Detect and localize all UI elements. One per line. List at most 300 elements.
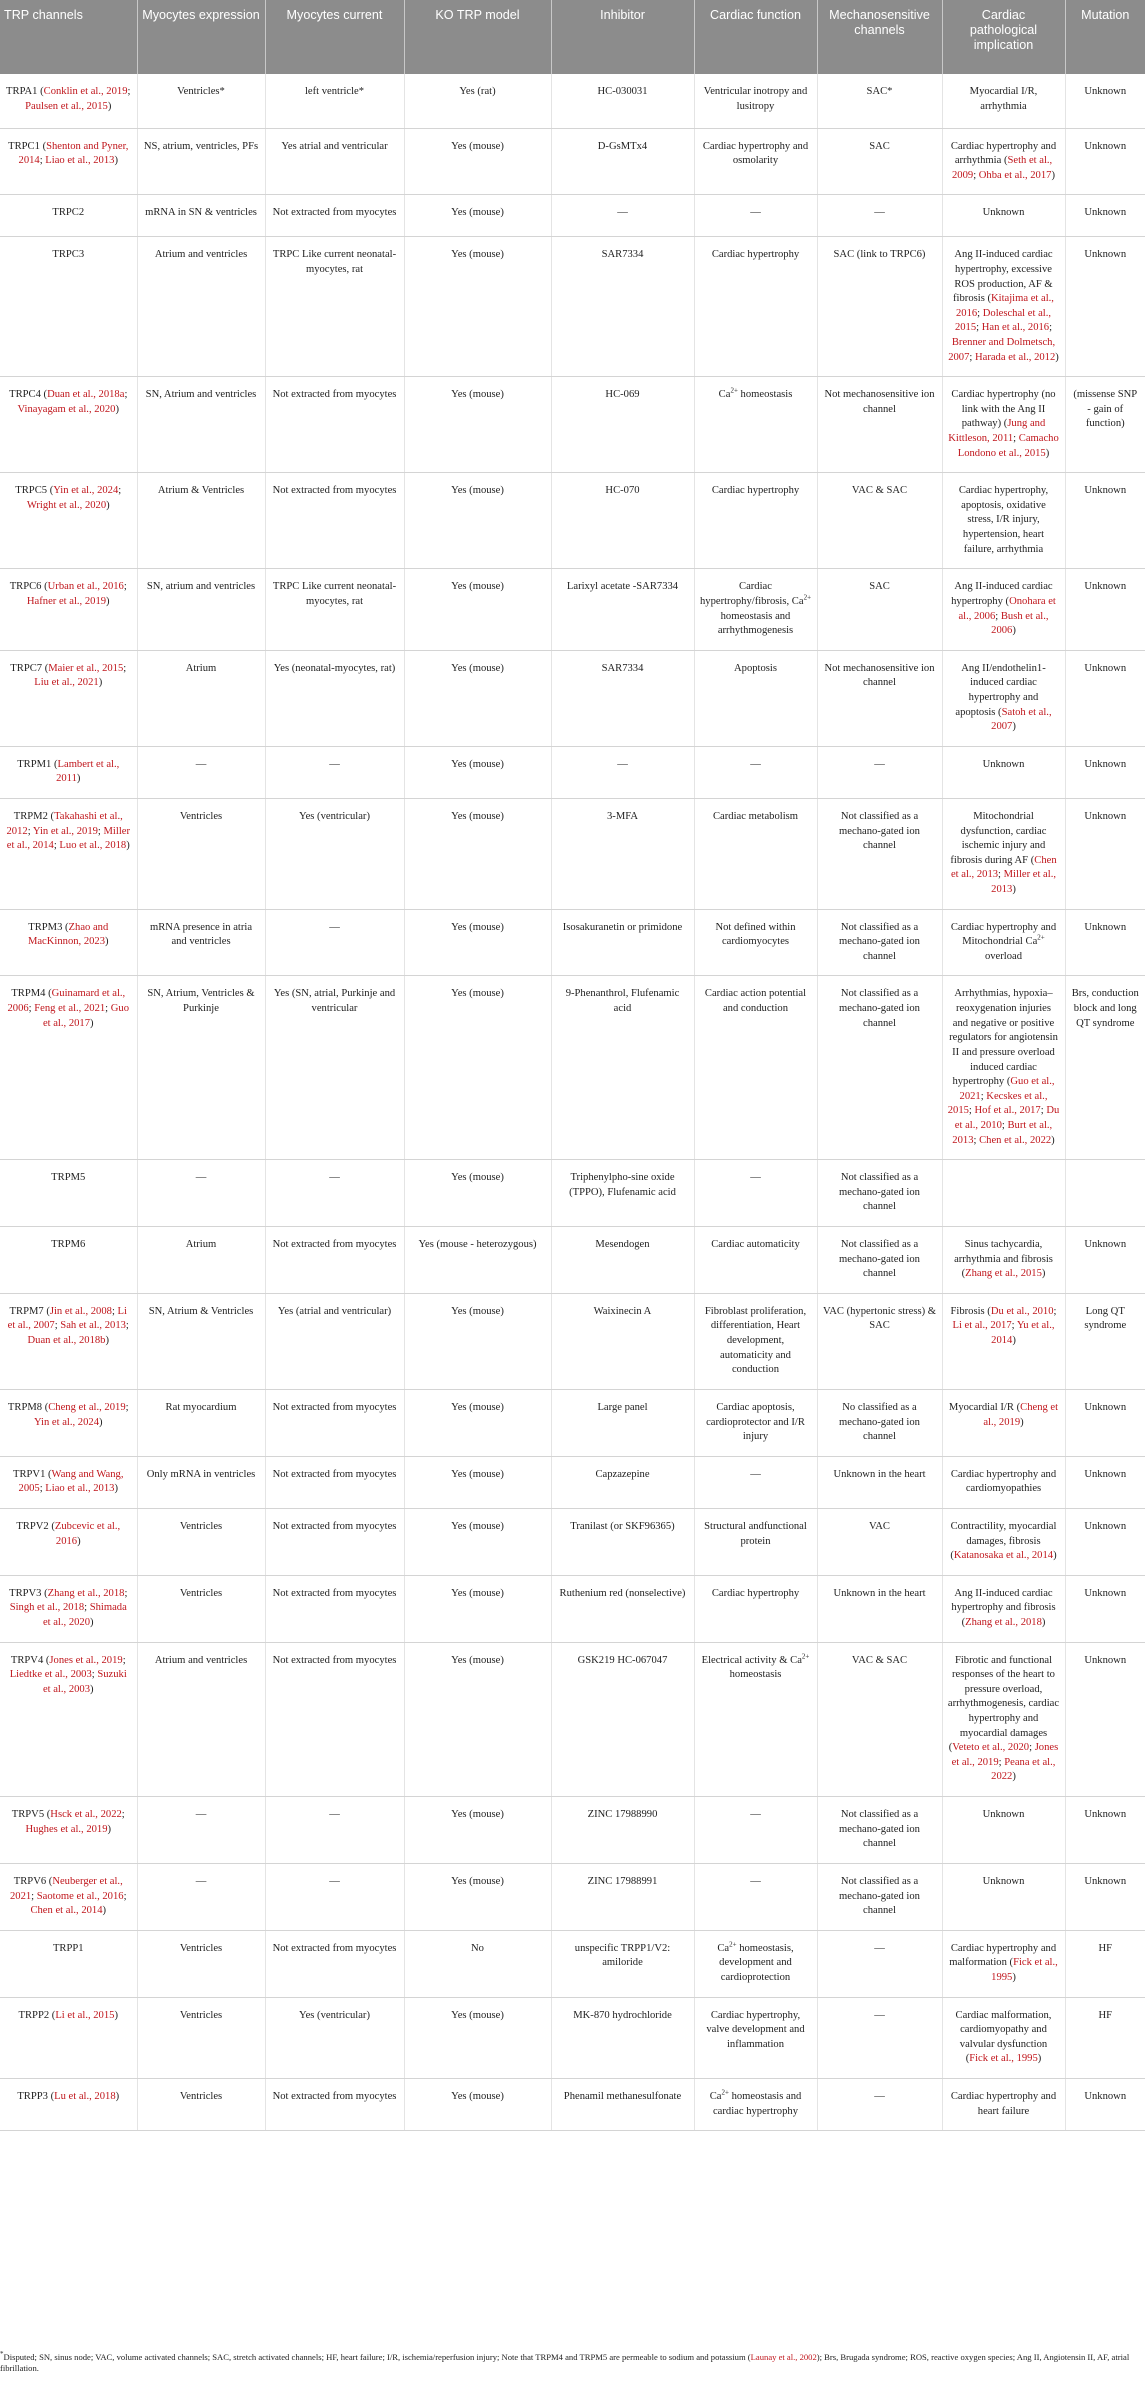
reference-link[interactable]: Seth et al., 2009 <box>952 155 1053 181</box>
cell-cardiac-function: Cardiac hypertrophy, valve development and inflammation <box>694 1997 817 2078</box>
cell-cardiac-function: Cardiac metabolism <box>694 799 817 910</box>
reference-link[interactable]: Conklin et al., 2019 <box>43 86 128 97</box>
cell-cardiac-function: $Ca^{2+}$ homeostasis, development and cardioprotection <box>694 1930 817 1997</box>
cell-inhibitor: HC-070 <box>551 473 694 569</box>
cell-myocytes-current: Not extracted from myocytes <box>265 195 404 237</box>
cell-ko-trp-model: Yes (mouse) <box>404 569 551 650</box>
table-row <box>0 1997 1145 2078</box>
cell-mechanosensitive-channels: Not classified as a mechano-gated ion channel <box>817 909 942 976</box>
cell-trp-channel: TRPC3 <box>0 237 137 377</box>
header-trp-channels: TRP channels <box>0 0 137 74</box>
table-row <box>0 650 1145 746</box>
cell-myocytes-current: Not extracted from myocytes <box>265 2079 404 2131</box>
cell-inhibitor: GSK219 HC-067047 <box>551 1642 694 1796</box>
cell-mechanosensitive-channels: SAC (link to TRPC6) <box>817 237 942 377</box>
reference-link[interactable]: Li et al., 2007 <box>7 1305 127 1332</box>
header-myocytes-expression: Myocytes expression <box>137 0 265 74</box>
cell-mechanosensitive-channels: VAC (hypertonic stress) & SAC <box>817 1293 942 1389</box>
cell-mechanosensitive-channels: Not classified as a mechano-gated ion channel <box>817 1160 942 1227</box>
cell-cardiac-pathological-implication: Myocardial I/R (Cheng et al., 2019) <box>942 1389 1065 1456</box>
reference-link[interactable]: Liao et al., 2013 <box>45 155 115 167</box>
reference-link[interactable]: Vinayagam et al., 2020 <box>17 403 116 415</box>
cell-cardiac-function: Cardiac automaticity <box>694 1227 817 1294</box>
cell-cardiac-function: Structural andfunctional protein <box>694 1508 817 1575</box>
cell-myocytes-current: Yes (SN, atrial, Purkinje and ventricular <box>265 976 404 1160</box>
table-row <box>0 1389 1145 1456</box>
cell-myocytes-expression: Ventricles <box>137 2079 265 2131</box>
reference-link[interactable]: Cheng et al., 2019 <box>48 1401 126 1413</box>
cell-inhibitor: ZINC 17988991 <box>551 1863 694 1930</box>
cell-mutation: Brs, conduction block and long QT syndrome <box>1065 976 1145 1160</box>
reference-link[interactable]: Bush et al., 2006 <box>991 610 1049 637</box>
cell-trp-channel: TRPV3 (Zhang et al., 2018; Singh et al., 2018; Shimada et al., 2020) <box>0 1575 137 1642</box>
table-row <box>0 1293 1145 1389</box>
cell-myocytes-expression: NS, atrium, ventricles, PFs <box>137 128 265 195</box>
cell-myocytes-current: TRPC Like current neonatal-myocytes, rat <box>265 237 404 377</box>
cell-cardiac-function: — <box>694 1797 817 1864</box>
cell-trp-channel: TRPA1 (Conklin et al., 2019; Paulsen et al., 2015) <box>0 74 137 128</box>
cell-myocytes-expression: Only mRNA in ventricles <box>137 1456 265 1508</box>
cell-myocytes-expression: mRNA presence in atria and ventricles <box>137 909 265 976</box>
reference-link[interactable]: Burt et al., 2013 <box>952 1119 1053 1146</box>
reference-link[interactable]: Ohba et al., 2017 <box>978 169 1052 181</box>
reference-link[interactable]: Harada et al., 2012 <box>974 351 1056 363</box>
cell-mutation: Unknown <box>1065 1797 1145 1864</box>
cell-cardiac-pathological-implication: Myocardial I/R, arrhythmia <box>942 74 1065 128</box>
cell-cardiac-pathological-implication: Sinus tachycardia, arrhythmia and fibrosis (Zhang et al., 2015) <box>942 1227 1065 1294</box>
cell-trp-channel: TRPM2 (Takahashi et al., 2012; Yin et al., 2019; Miller et al., 2014; Luo et al., 2018) <box>0 799 137 910</box>
reference-link[interactable]: Jones et al., 2019 <box>49 1654 123 1666</box>
cell-ko-trp-model: Yes (mouse) <box>404 1575 551 1642</box>
reference-link[interactable]: Liu et al., 2021 <box>34 677 99 689</box>
cell-cardiac-function: Cardiac hypertrophy and osmolarity <box>694 128 817 195</box>
cell-myocytes-current: Not extracted from myocytes <box>265 1642 404 1796</box>
reference-link[interactable]: Liao et al., 2013 <box>45 1483 115 1495</box>
cell-inhibitor: Larixyl acetate -SAR7334 <box>551 569 694 650</box>
cell-ko-trp-model: Yes (mouse) <box>404 128 551 195</box>
cell-myocytes-current: Yes (neonatal-myocytes, rat) <box>265 650 404 746</box>
table-row <box>0 74 1145 128</box>
cell-myocytes-current: Not extracted from myocytes <box>265 377 404 473</box>
cell-cardiac-function: Ventricular inotropy and lusitropy <box>694 74 817 128</box>
cell-ko-trp-model: Yes (mouse) <box>404 1642 551 1796</box>
cell-inhibitor: SAR7334 <box>551 237 694 377</box>
cell-mechanosensitive-channels: VAC & SAC <box>817 473 942 569</box>
cell-myocytes-current: — <box>265 1160 404 1227</box>
superscript: 2+ <box>729 1940 737 1949</box>
cell-ko-trp-model: Yes (mouse) <box>404 1160 551 1227</box>
cell-cardiac-pathological-implication: Ang II/endothelin1-induced cardiac hypertrophy and apoptosis (Satoh et al., 2007) <box>942 650 1065 746</box>
cell-cardiac-function: $Ca^{2+}$ homeostasis <box>694 377 817 473</box>
cell-trp-channel: TRPV5 (Hsck et al., 2022; Hughes et al., 2019) <box>0 1797 137 1864</box>
reference-link[interactable]: Launay et al., 2002 <box>750 2352 817 2362</box>
table-row <box>0 237 1145 377</box>
cell-mechanosensitive-channels: Not classified as a mechano-gated ion channel <box>817 1797 942 1864</box>
cell-mutation: Unknown <box>1065 1575 1145 1642</box>
cell-inhibitor: Isosakuranetin or primidone <box>551 909 694 976</box>
cell-cardiac-pathological-implication: Arrhythmias, hypoxia–reoxygenation injuries and negative or positive regulators for angiotensin II and pressure overload induced cardiac hypertrophy (Guo et al., 2021; Kecskes et al., 2015; Hof et al., 2017; Du et al., 2010; Burt et al., 2013; Chen et al., 2022) <box>942 976 1065 1160</box>
cell-myocytes-current: — <box>265 1863 404 1930</box>
cell-myocytes-current: Not extracted from myocytes <box>265 1930 404 1997</box>
table-row <box>0 473 1145 569</box>
table-row <box>0 1227 1145 1294</box>
cell-mutation: Unknown <box>1065 1642 1145 1796</box>
cell-myocytes-current: Not extracted from myocytes <box>265 1456 404 1508</box>
cell-myocytes-current: TRPC Like current neonatal-myocytes, rat <box>265 569 404 650</box>
cell-myocytes-current: — <box>265 1797 404 1864</box>
reference-link[interactable]: Hof et al., 2017 <box>974 1105 1041 1117</box>
reference-link[interactable]: Zubcevic et al., 2016 <box>54 1520 121 1547</box>
cell-ko-trp-model: Yes (mouse) <box>404 1293 551 1389</box>
reference-link[interactable]: Singh et al., 2018 <box>9 1602 85 1614</box>
header-mutation: Mutation <box>1065 0 1145 74</box>
reference-link[interactable]: Yin et al., 2019 <box>32 825 98 837</box>
cell-mechanosensitive-channels: — <box>817 1997 942 2078</box>
reference-link[interactable]: Luo et al., 2018 <box>59 840 127 852</box>
cell-trp-channel: TRPC4 (Duan et al., 2018a; Vinayagam et al., 2020) <box>0 377 137 473</box>
cell-inhibitor: — <box>551 195 694 237</box>
cell-myocytes-current: Not extracted from myocytes <box>265 1227 404 1294</box>
cell-ko-trp-model: Yes (rat) <box>404 74 551 128</box>
cell-mutation: Unknown <box>1065 74 1145 128</box>
cell-mutation: Unknown <box>1065 569 1145 650</box>
cell-mechanosensitive-channels: No classified as a mechano-gated ion channel <box>817 1389 942 1456</box>
table-row <box>0 377 1145 473</box>
cell-mutation: Unknown <box>1065 195 1145 237</box>
cell-mutation: (missense SNP - gain of function) <box>1065 377 1145 473</box>
reference-link[interactable]: Brenner and Dolmetsch, 2007 <box>948 336 1056 363</box>
reference-link[interactable]: Satoh et al., 2007 <box>991 706 1052 733</box>
cell-myocytes-expression: Ventricles <box>137 799 265 910</box>
cell-myocytes-expression: Atrium and ventricles <box>137 237 265 377</box>
cell-mutation: Unknown <box>1065 1389 1145 1456</box>
cell-mechanosensitive-channels: Unknown in the heart <box>817 1456 942 1508</box>
cell-ko-trp-model: Yes (mouse) <box>404 1456 551 1508</box>
cell-myocytes-expression: — <box>137 1160 265 1227</box>
cell-mutation: HF <box>1065 1930 1145 1997</box>
cell-ko-trp-model: Yes (mouse) <box>404 746 551 798</box>
reference-link[interactable]: Saotome et al., 2016 <box>36 1890 124 1902</box>
cell-mechanosensitive-channels: Not mechanosensitive ion channel <box>817 650 942 746</box>
cell-cardiac-function: — <box>694 1456 817 1508</box>
header-mechanosensitive-channels: Mechanosensitive channels <box>817 0 942 74</box>
reference-link[interactable]: Zhao and MacKinnon, 2023 <box>27 921 109 948</box>
cell-cardiac-function: Electrical activity & $Ca^{2+}$ homeostasis <box>694 1642 817 1796</box>
cell-cardiac-function: Cardiac apoptosis, cardioprotector and I/R injury <box>694 1389 817 1456</box>
cell-myocytes-current: Not extracted from myocytes <box>265 473 404 569</box>
cell-ko-trp-model: Yes (mouse) <box>404 1389 551 1456</box>
header-inhibitor: Inhibitor <box>551 0 694 74</box>
cell-myocytes-expression: SN, atrium and ventricles <box>137 569 265 650</box>
reference-link[interactable]: Miller et al., 2014 <box>6 825 130 852</box>
cell-mutation: Unknown <box>1065 746 1145 798</box>
superscript: 2+ <box>1037 933 1045 942</box>
superscript: * <box>0 2350 4 2359</box>
cell-inhibitor: SAR7334 <box>551 650 694 746</box>
cell-ko-trp-model: Yes (mouse) <box>404 473 551 569</box>
reference-link[interactable]: Camacho Londono et al., 2015 <box>957 433 1059 459</box>
cell-ko-trp-model: Yes (mouse) <box>404 1997 551 2078</box>
cell-cardiac-pathological-implication: Cardiac hypertrophy, apoptosis, oxidative stress, I/R injury, hypertension, heart failure, arrhythmia <box>942 473 1065 569</box>
cell-inhibitor: Mesendogen <box>551 1227 694 1294</box>
header-myocytes-current: Myocytes current <box>265 0 404 74</box>
reference-link[interactable]: Fick et al., 1995 <box>991 1957 1058 1983</box>
reference-link[interactable]: Zhang et al., 2018 <box>47 1587 125 1599</box>
cell-trp-channel: TRPC5 (Yin et al., 2024; Wright et al., 2020) <box>0 473 137 569</box>
table-row <box>0 976 1145 1160</box>
cell-cardiac-pathological-implication: Unknown <box>942 1797 1065 1864</box>
cell-cardiac-function: — <box>694 746 817 798</box>
cell-inhibitor: D-GsMTx4 <box>551 128 694 195</box>
cell-inhibitor: HC-030031 <box>551 74 694 128</box>
cell-mechanosensitive-channels: — <box>817 2079 942 2131</box>
reference-link[interactable]: Yin et al., 2024 <box>53 485 119 497</box>
reference-link[interactable]: Jones et al., 2019 <box>951 1742 1059 1768</box>
cell-mutation: Unknown <box>1065 128 1145 195</box>
table-row <box>0 2079 1145 2131</box>
reference-link[interactable]: Du et al., 2010 <box>954 1105 1060 1131</box>
cell-myocytes-current: Yes (ventricular) <box>265 799 404 910</box>
cell-ko-trp-model: Yes (mouse - heterozygous) <box>404 1227 551 1294</box>
cell-inhibitor: MK-870 hydrochloride <box>551 1997 694 2078</box>
reference-link[interactable]: Shenton and Pyner, 2014 <box>18 140 129 167</box>
table-row <box>0 1930 1145 1997</box>
reference-link[interactable]: Neuberger et al., 2021 <box>9 1875 123 1902</box>
table-row <box>0 799 1145 910</box>
cell-mutation: Unknown <box>1065 1456 1145 1508</box>
cell-cardiac-pathological-implication: Fibrosis (Du et al., 2010; Li et al., 2017; Yu et al., 2014) <box>942 1293 1065 1389</box>
table-row <box>0 746 1145 798</box>
cell-mechanosensitive-channels: Not classified as a mechano-gated ion channel <box>817 799 942 910</box>
cell-myocytes-expression: mRNA in SN & ventricles <box>137 195 265 237</box>
table-row <box>0 195 1145 237</box>
superscript: 2+ <box>721 2088 729 2097</box>
cell-myocytes-expression: — <box>137 746 265 798</box>
cell-myocytes-current: Not extracted from myocytes <box>265 1508 404 1575</box>
reference-link[interactable]: Takahashi et al., 2012 <box>6 811 123 837</box>
cell-inhibitor: Phenamil methanesulfonate <box>551 2079 694 2131</box>
reference-link[interactable]: Lambert et al., 2011 <box>56 758 120 785</box>
superscript: 2+ <box>801 1652 810 1661</box>
reference-link[interactable]: Hughes et al., 2019 <box>25 1823 108 1835</box>
cell-mutation: Long QT syndrome <box>1065 1293 1145 1389</box>
cell-mechanosensitive-channels: Not classified as a mechano-gated ion channel <box>817 1227 942 1294</box>
cell-ko-trp-model: Yes (mouse) <box>404 650 551 746</box>
reference-link[interactable]: Fick et al., 1995 <box>969 2053 1038 2065</box>
table-body <box>0 74 1145 2131</box>
cell-myocytes-current: — <box>265 746 404 798</box>
reference-link[interactable]: Jin et al., 2008 <box>49 1305 112 1317</box>
reference-link[interactable]: Guinamard et al., 2006 <box>7 988 126 1015</box>
cell-cardiac-function: — <box>694 1160 817 1227</box>
reference-link[interactable]: Kecskes et al., 2015 <box>947 1090 1048 1117</box>
cell-cardiac-function: — <box>694 1863 817 1930</box>
cell-trp-channel: TRPV1 (Wang and Wang, 2005; Liao et al., 2013) <box>0 1456 137 1508</box>
reference-link[interactable]: Miller et al., 2013 <box>991 869 1057 896</box>
cell-trp-channel: TRPP3 (Lu et al., 2018) <box>0 2079 137 2131</box>
reference-link[interactable]: Chen et al., 2022 <box>979 1134 1052 1146</box>
cell-cardiac-pathological-implication <box>942 1160 1065 1227</box>
reference-link[interactable]: Liedtke et al., 2003 <box>9 1669 92 1681</box>
cell-myocytes-expression: Atrium <box>137 650 265 746</box>
reference-link[interactable]: Wright et al., 2020 <box>26 499 107 511</box>
cell-ko-trp-model: Yes (mouse) <box>404 1863 551 1930</box>
cell-cardiac-function: $Ca^{2+}$ homeostasis and cardiac hypertrophy <box>694 2079 817 2131</box>
cell-cardiac-function: — <box>694 195 817 237</box>
reference-link[interactable]: Guo et al., 2021 <box>959 1076 1055 1102</box>
reference-link[interactable]: Sah et al., 2013 <box>60 1320 126 1332</box>
reference-link[interactable]: Guo et al., 2017 <box>42 1003 130 1029</box>
cell-mutation: Unknown <box>1065 473 1145 569</box>
table-row <box>0 909 1145 976</box>
cell-myocytes-current: Yes (ventricular) <box>265 1997 404 2078</box>
cell-trp-channel: TRPM6 <box>0 1227 137 1294</box>
cell-myocytes-expression: SN, Atrium, Ventricles & Purkinje <box>137 976 265 1160</box>
cell-myocytes-expression: Ventricles <box>137 1997 265 2078</box>
cell-ko-trp-model: Yes (mouse) <box>404 2079 551 2131</box>
cell-myocytes-current: Yes atrial and ventricular <box>265 128 404 195</box>
cell-mechanosensitive-channels: — <box>817 195 942 237</box>
reference-link[interactable]: Doleschal et al., 2015 <box>954 307 1052 334</box>
reference-link[interactable]: Maier et al., 2015 <box>48 662 124 674</box>
cell-cardiac-function: Fibroblast proliferation, differentiation, Heart development, automaticity and conduction <box>694 1293 817 1389</box>
cell-mechanosensitive-channels: — <box>817 1930 942 1997</box>
cell-cardiac-pathological-implication: Cardiac malformation, cardiomyopathy and valvular dysfunction (Fick et al., 1995) <box>942 1997 1065 2078</box>
table-row <box>0 1863 1145 1930</box>
reference-link[interactable]: Urban et al., 2016 <box>47 581 124 593</box>
cell-mutation: Unknown <box>1065 1508 1145 1575</box>
table-footnote: *Disputed; SN, sinus node; VAC, volume activated channels; SAC, stretch activated channels; HF, heart failure; I/R, ischemia/reperfusion injury; Note that TRPM4 and TRPM5 are permeable to sodium and potassium (Launay et al., 2002); Brs, Brugada syndrome; ROS, reactive oxygen species; Ang II, Angiotensin II, AF, atrial fibrillation. <box>0 2350 1130 2374</box>
cell-myocytes-expression: SN, Atrium and ventricles <box>137 377 265 473</box>
cell-cardiac-function: Cardiac hypertrophy <box>694 1575 817 1642</box>
cell-cardiac-pathological-implication: Unknown <box>942 746 1065 798</box>
reference-link[interactable]: Peana et al., 2022 <box>991 1756 1056 1783</box>
cell-trp-channel: TRPC7 (Maier et al., 2015; Liu et al., 2021) <box>0 650 137 746</box>
cell-myocytes-expression: — <box>137 1797 265 1864</box>
cell-trp-channel: TRPC2 <box>0 195 137 237</box>
cell-trp-channel: TRPP2 (Li et al., 2015) <box>0 1997 137 2078</box>
reference-link[interactable]: Paulsen et al., 2015 <box>25 100 108 112</box>
header-cardiac-pathological-implication: Cardiac pathological implication <box>942 0 1065 74</box>
cell-mutation: HF <box>1065 1997 1145 2078</box>
cell-inhibitor: Triphenylpho-sine oxide (TPPO), Flufenamic acid <box>551 1160 694 1227</box>
reference-link[interactable]: Onohara et al., 2006 <box>958 595 1056 622</box>
header-cardiac-function: Cardiac function <box>694 0 817 74</box>
table-row <box>0 1575 1145 1642</box>
cell-ko-trp-model: Yes (mouse) <box>404 1508 551 1575</box>
reference-link[interactable]: Du et al., 2010 <box>990 1305 1054 1317</box>
cell-myocytes-expression: Atrium & Ventricles <box>137 473 265 569</box>
cell-myocytes-current: Not extracted from myocytes <box>265 1389 404 1456</box>
reference-link[interactable]: Li et al., 2017 <box>952 1320 1012 1332</box>
cell-inhibitor: ZINC 17988990 <box>551 1797 694 1864</box>
cell-cardiac-pathological-implication: Cardiac hypertrophy and heart failure <box>942 2079 1065 2131</box>
reference-link[interactable]: Zhang et al., 2018 <box>965 1616 1042 1628</box>
cell-trp-channel: TRPM3 (Zhao and MacKinnon, 2023) <box>0 909 137 976</box>
cell-cardiac-pathological-implication: Mitochondrial dysfunction, cardiac ischemic injury and fibrosis during AF (Chen et al., 2013; Miller et al., 2013) <box>942 799 1065 910</box>
reference-link[interactable]: Han et al., 2016 <box>981 322 1050 334</box>
cell-cardiac-pathological-implication: Unknown <box>942 195 1065 237</box>
reference-link[interactable]: Hsck et al., 2022 <box>50 1809 122 1821</box>
table-row <box>0 128 1145 195</box>
reference-link[interactable]: Lu et al., 2018 <box>54 2091 116 2102</box>
cell-trp-channel: TRPM5 <box>0 1160 137 1227</box>
reference-link[interactable]: Jung and Kittleson, 2011 <box>948 418 1046 445</box>
cell-cardiac-function: Cardiac action potential and conduction <box>694 976 817 1160</box>
cell-cardiac-function: Not defined within cardiomyocytes <box>694 909 817 976</box>
cell-ko-trp-model: Yes (mouse) <box>404 799 551 910</box>
cell-cardiac-pathological-implication: Cardiac hypertrophy (no link with the Ang II pathway) (Jung and Kittleson, 2011; Camacho Londono et al., 2015) <box>942 377 1065 473</box>
reference-link[interactable]: Yin et al., 2024 <box>33 1416 99 1428</box>
cell-inhibitor: Capzazepine <box>551 1456 694 1508</box>
reference-link[interactable]: Zhang et al., 2015 <box>965 1268 1042 1280</box>
cell-mutation <box>1065 1160 1145 1227</box>
reference-link[interactable]: Kitajima et al., 2016 <box>955 293 1054 319</box>
cell-trp-channel: TRPV2 (Zubcevic et al., 2016) <box>0 1508 137 1575</box>
reference-link[interactable]: Wang and Wang, 2005 <box>18 1468 124 1495</box>
reference-link[interactable]: Li et al., 2015 <box>55 2009 115 2021</box>
cell-cardiac-pathological-implication: Ang II-induced cardiac hypertrophy, excessive ROS production, AF & fibrosis (Kitajima et al., 2016; Doleschal et al., 2015; Han et al., 2016; Brenner and Dolmetsch, 2007; Harada et al., 2012) <box>942 237 1065 377</box>
cell-trp-channel: TRPP1 <box>0 1930 137 1997</box>
cell-mutation: Unknown <box>1065 237 1145 377</box>
reference-link[interactable]: Suzuki et al., 2003 <box>42 1669 127 1695</box>
cell-cardiac-pathological-implication: Ang II-induced cardiac hypertrophy and fibrosis (Zhang et al., 2018) <box>942 1575 1065 1642</box>
superscript: 2+ <box>730 386 738 395</box>
cell-ko-trp-model: Yes (mouse) <box>404 976 551 1160</box>
cell-myocytes-expression: Rat myocardium <box>137 1389 265 1456</box>
cell-myocytes-current: Not extracted from myocytes <box>265 1575 404 1642</box>
table-row <box>0 1797 1145 1864</box>
reference-link[interactable]: Duan et al., 2018a <box>47 389 125 401</box>
cell-mechanosensitive-channels: Unknown in the heart <box>817 1575 942 1642</box>
reference-link[interactable]: Katanosaka et al., 2014 <box>953 1550 1054 1562</box>
cell-mechanosensitive-channels: — <box>817 746 942 798</box>
cell-cardiac-function: Cardiac hypertrophy/fibrosis, $Ca^{2+}$ homeostasis and arrhythmogenesis <box>694 569 817 650</box>
cell-mutation: Unknown <box>1065 1863 1145 1930</box>
cell-inhibitor: unspecific TRPP1/V2: amiloride <box>551 1930 694 1997</box>
reference-link[interactable]: Chen et al., 2014 <box>30 1905 103 1917</box>
reference-link[interactable]: Duan et al., 2018b <box>27 1335 106 1347</box>
cell-ko-trp-model: Yes (mouse) <box>404 377 551 473</box>
cell-trp-channel: TRPC6 (Urban et al., 2016; Hafner et al., 2019) <box>0 569 137 650</box>
cell-ko-trp-model: Yes (mouse) <box>404 195 551 237</box>
cell-mechanosensitive-channels: SAC* <box>817 74 942 128</box>
cell-cardiac-pathological-implication: Fibrotic and functional responses of the heart to pressure overload, arrhythmogenesis, cardiac hypertrophy and myocardial damages (Veteto et al., 2020; Jones et al., 2019; Peana et al., 2022) <box>942 1642 1065 1796</box>
cell-ko-trp-model: No <box>404 1930 551 1997</box>
cell-inhibitor: Waixinecin A <box>551 1293 694 1389</box>
reference-link[interactable]: Chen et al., 2013 <box>950 854 1057 881</box>
cell-mutation: Unknown <box>1065 909 1145 976</box>
cell-myocytes-expression: Ventricles <box>137 1575 265 1642</box>
cell-inhibitor: — <box>551 746 694 798</box>
reference-link[interactable]: Cheng et al., 2019 <box>983 1401 1059 1428</box>
cell-myocytes-current: — <box>265 909 404 976</box>
reference-link[interactable]: Hafner et al., 2019 <box>26 595 107 607</box>
reference-link[interactable]: Feng et al., 2021 <box>34 1003 106 1015</box>
superscript: 2+ <box>803 593 812 602</box>
cell-cardiac-function: Apoptosis <box>694 650 817 746</box>
cell-myocytes-current: Yes (atrial and ventricular) <box>265 1293 404 1389</box>
reference-link[interactable]: Veteto et al., 2020 <box>952 1742 1030 1754</box>
cell-ko-trp-model: Yes (mouse) <box>404 909 551 976</box>
reference-link[interactable]: Shimada et al., 2020 <box>42 1602 127 1628</box>
reference-link[interactable]: Yu et al., 2014 <box>991 1320 1055 1347</box>
cell-mechanosensitive-channels: VAC & SAC <box>817 1642 942 1796</box>
header-row <box>0 0 1145 74</box>
cell-mutation: Unknown <box>1065 799 1145 910</box>
cell-cardiac-pathological-implication: Ang II-induced cardiac hypertrophy (Onohara et al., 2006; Bush et al., 2006) <box>942 569 1065 650</box>
cell-mutation: Unknown <box>1065 1227 1145 1294</box>
